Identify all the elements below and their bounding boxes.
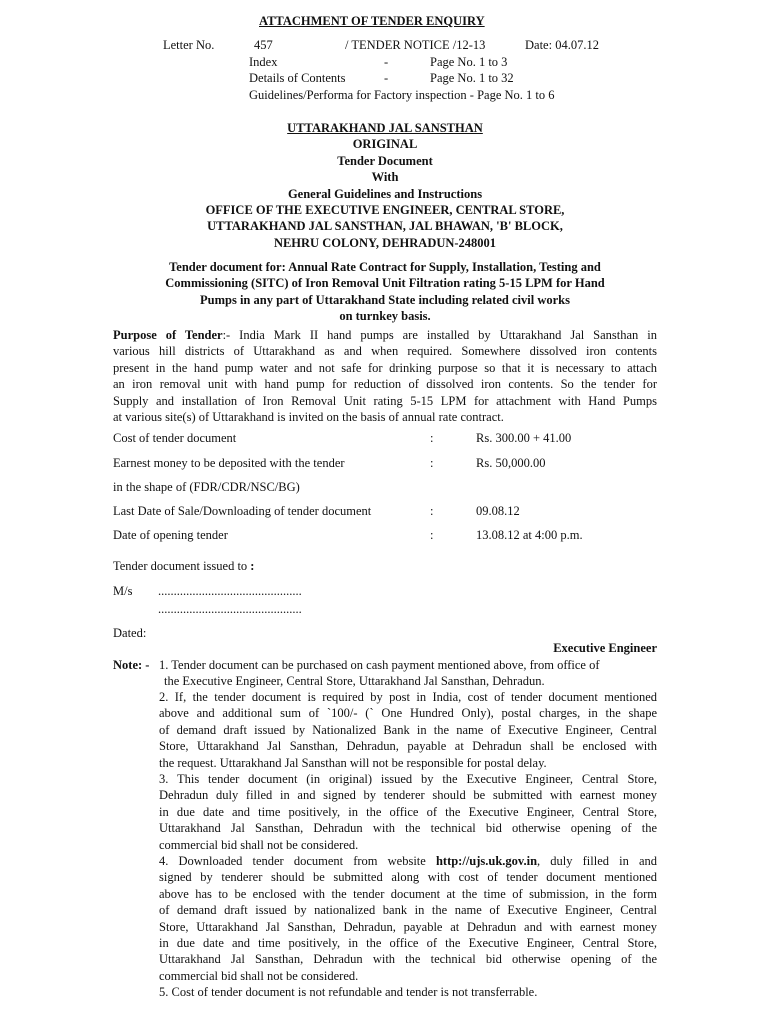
signatory: Executive Engineer — [553, 641, 657, 655]
detail-lastdate-label: Last Date of Sale/Downloading of tender document — [113, 504, 372, 518]
note-item-1 — [159, 657, 657, 673]
detail-opening-colon: : — [430, 528, 434, 542]
subject-line: on turnkey basis. — [339, 309, 431, 324]
note-line: above and additional sum of `100/- (` One Hundred Only), postal charges, in the shape — [159, 706, 657, 721]
issued-colon: : — [250, 559, 255, 573]
dated-label: Dated: — [113, 626, 147, 640]
detail-cost-colon: : — [430, 431, 434, 445]
org-header — [0, 120, 770, 251]
note-line: the request. Uttarakhand Jal Sansthan will not be responsible for postal delay. — [159, 755, 547, 770]
note-label: Note: - — [113, 658, 150, 672]
purpose-paragraph — [113, 327, 657, 425]
note-item-3 — [159, 771, 657, 853]
header-line: NEHRU COLONY, DEHRADUN-248001 — [273, 235, 497, 250]
detail-emd-colon: : — [430, 456, 434, 470]
letter-date: Date: 04.07.12 — [525, 38, 599, 52]
note-line: Store, Uttarakhand Jal Sansthan, Dehradun, payable at Dehradun and with earnest money — [159, 919, 657, 934]
note-line: 2. If, the tender document is required by post in India, cost of tender document mentioned — [159, 690, 657, 704]
purpose-first-line — [113, 327, 657, 343]
subject-line: Pumps in any part of Uttarakhand State including related civil works — [200, 292, 570, 307]
purpose-line: an iron removal unit with hand pump for reduction of dissolved iron contents. So the tender for — [113, 377, 657, 392]
header-line: General Guidelines and Instructions — [287, 186, 483, 201]
ms-blank-line: .............................................. — [158, 584, 302, 598]
detail-lastdate-value: 09.08.12 — [476, 504, 520, 518]
subject-line: Tender document for: Annual Rate Contract for Supply, Installation, Testing and — [169, 260, 601, 274]
website-link[interactable]: http://ujs.uk.gov.in — [435, 854, 538, 868]
note-line: signed by tenderer should be submitted along with cost of tender document mentioned — [159, 870, 657, 885]
note-item-1-cont — [164, 673, 657, 689]
note-line — [159, 853, 657, 869]
tender-subject — [0, 259, 770, 325]
note-line: of demand draft issued by Nationalized Bank in the name of Executive Engineer, Central — [159, 722, 657, 737]
note-line: 3. This tender document (in original) issued by the Executive Engineer, Central Store, — [159, 772, 657, 786]
ms-label: M/s — [113, 584, 133, 598]
note-item-4 — [159, 853, 657, 984]
contents-pages: Page No. 1 to 32 — [430, 71, 514, 85]
note-line: of demand draft issued by nationalized bank in the name of Executive Engineer, Central — [159, 903, 657, 918]
letter-number: 457 — [254, 38, 273, 52]
note-line: Uttarakhand Jal Sansthan, Dehradun with the technical bid otherwise opening of the — [159, 821, 657, 836]
header-line: Tender Document — [337, 153, 433, 168]
note-item-5 — [159, 984, 657, 1000]
note-line: in due date and time positively, in the office of the Executive Engineer, Central Store, — [159, 804, 657, 819]
purpose-line: Supply and installation of Iron Removal Unit rating 5-15 LPM for attachment with Hand Pumps — [113, 393, 657, 408]
detail-cost-value: Rs. 300.00 + 41.00 — [476, 431, 572, 445]
header-line: ORIGINAL — [352, 137, 418, 152]
detail-opening-label: Date of opening tender — [113, 528, 228, 542]
attachment-title: ATTACHMENT OF TENDER ENQUIRY — [259, 14, 485, 28]
letter-label: Letter No. — [163, 38, 215, 52]
note-line: in due date and time positively, in the office of the Executive Engineer, Central Store, — [159, 936, 657, 951]
purpose-label: Purpose of Tender — [113, 328, 223, 342]
note-4-pre: 4. Downloaded tender document from website — [159, 854, 436, 868]
purpose-first-text: :- India Mark II hand pumps are installed by Uttarakhand Jal Sansthan in — [222, 328, 657, 342]
header-line: With — [371, 170, 399, 185]
contents-sep: - — [384, 71, 389, 85]
index-pages: Page No. 1 to 3 — [430, 55, 508, 69]
issued-to — [113, 558, 254, 574]
detail-emd-value: Rs. 50,000.00 — [476, 456, 546, 470]
detail-cost-label: Cost of tender document — [113, 431, 237, 445]
note-line: Dehradun duly filled in and signed by tenderer should be submitted with earnest money — [159, 788, 657, 803]
purpose-line: present in the hand pump water and not safe for drinking purpose so that it is necessary to attach — [113, 360, 657, 375]
ms-blank-line: .............................................. — [158, 602, 302, 616]
purpose-line: at various site(s) of Uttarakhand is invited on the basis of annual rate contract. — [113, 410, 504, 425]
tender-notice-ref: / TENDER NOTICE /12-13 — [345, 38, 486, 52]
index-label: Index — [249, 55, 278, 69]
note-line: Uttarakhand Jal Sansthan, Dehradun with the technical bid otherwise opening of the — [159, 952, 657, 967]
guidelines-line: Guidelines/Performa for Factory inspection - Page No. 1 to 6 — [249, 88, 555, 102]
note-line: the Executive Engineer, Central Store, Uttarakhand Jal Sansthan, Dehradun. — [164, 674, 545, 688]
contents-label: Details of Contents — [249, 71, 346, 85]
detail-shape-label: in the shape of (FDR/CDR/NSC/BG) — [113, 480, 300, 494]
detail-lastdate-colon: : — [430, 504, 434, 518]
note-4-post: , duly filled in and — [537, 854, 658, 868]
header-line: UTTARAKHAND JAL SANSTHAN, JAL BHAWAN, 'B' BLOCK, — [207, 219, 563, 234]
index-sep: - — [384, 55, 389, 69]
header-line: OFFICE OF THE EXECUTIVE ENGINEER, CENTRAL STORE, — [205, 203, 565, 218]
note-line: Store, Uttarakhand Jal Sansthan, Dehradun, payable at Dehradun shall be enclosed with — [159, 739, 657, 754]
note-line: 5. Cost of tender document is not refundable and tender is not transferrable. — [159, 985, 538, 999]
subject-line: Commissioning (SITC) of Iron Removal Unit Filtration rating 5-15 LPM for Hand — [165, 276, 605, 291]
detail-emd-label: Earnest money to be deposited with the tender — [113, 456, 345, 470]
note-item-2 — [159, 689, 657, 771]
org-name: UTTARAKHAND JAL SANSTHAN — [287, 121, 483, 135]
note-line: commercial bid shall not be considered. — [159, 837, 359, 852]
note-line: commercial bid shall not be considered. — [159, 968, 359, 983]
detail-opening-value: 13.08.12 at 4:00 p.m. — [476, 528, 583, 542]
issued-label: Tender document issued to — [113, 559, 248, 573]
note-line: above has to be enclosed with the tender document at the time of submission, in the form — [159, 886, 657, 901]
note-line: 1. Tender document can be purchased on cash payment mentioned above, from office of — [159, 658, 600, 672]
purpose-line: various hill districts of Uttarakhand as and when required. Somewhere dissolved iron contents — [113, 344, 657, 359]
